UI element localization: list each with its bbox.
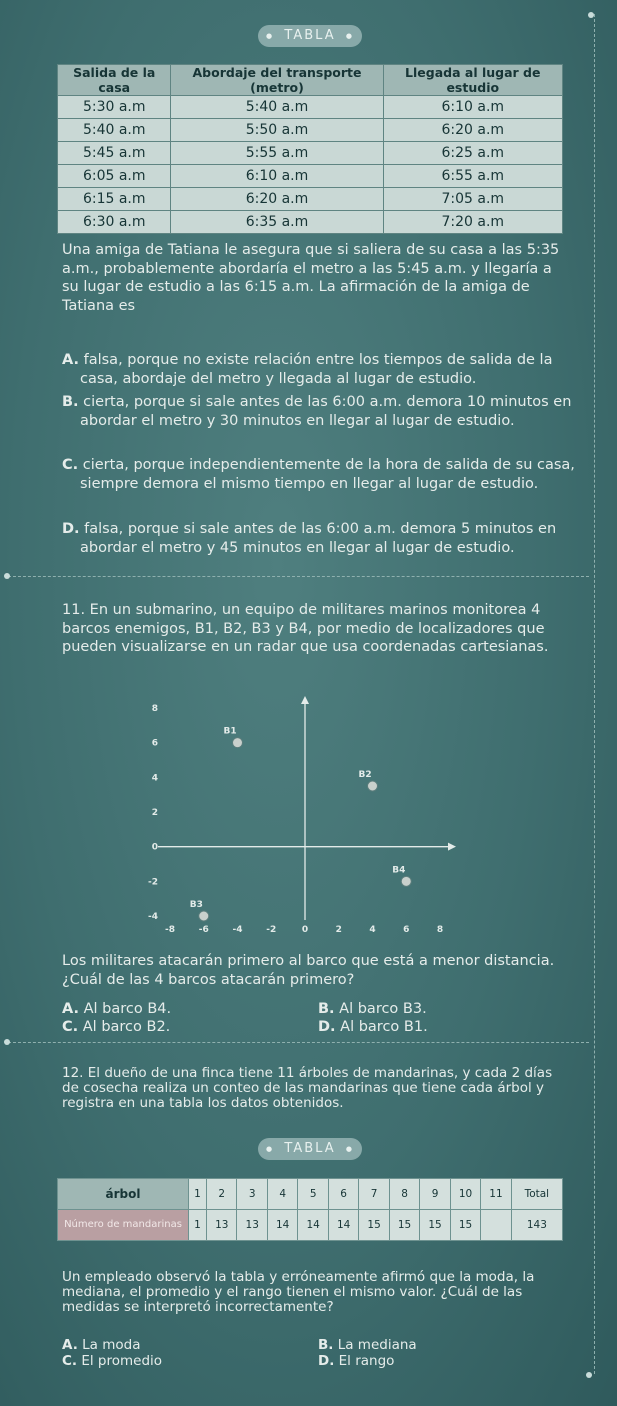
option-text: La moda (82, 1337, 141, 1353)
table-cell: 6:25 a.m (383, 142, 562, 165)
table-cell: 9 (420, 1179, 450, 1210)
table-cell: 5:55 a.m (171, 142, 383, 165)
option-letter: A. (62, 352, 79, 368)
y-axis-arrow (301, 696, 309, 704)
table-cell: 14 (267, 1210, 297, 1241)
table-cell: 7 (359, 1179, 389, 1210)
table-cell: 7:20 a.m (383, 211, 562, 234)
row-label: Número de mandarinas (58, 1210, 189, 1241)
table-row (58, 142, 563, 165)
table-row (58, 211, 563, 234)
x-tick-label: -4 (232, 925, 243, 935)
x-tick-label: -6 (198, 925, 209, 935)
q12-question: Un empleado observó la tabla y erróneamente afirmó que la moda, la mediana, el promedio y el rango tienen el mismo valor. ¿Cuál de las medidas se interpretó incorrectamente? (62, 1269, 535, 1315)
table-cell: 2 (207, 1179, 237, 1210)
table-cell: 14 (298, 1210, 328, 1241)
table-cell: 6:20 a.m (383, 119, 562, 142)
table-cell: 5:50 a.m (171, 119, 383, 142)
table-cell: 6:30 a.m (58, 211, 171, 234)
table-cell: 14 (328, 1210, 358, 1241)
q11-option-d[interactable] (318, 1018, 428, 1037)
q10-option-a[interactable] (62, 351, 583, 388)
x-tick-label: 8 (436, 925, 444, 935)
chart-axes (158, 696, 456, 920)
tabla-tag: ● TABLA ● (258, 25, 362, 47)
table-cell (481, 1210, 511, 1241)
x-tick-label: 2 (335, 925, 342, 935)
table-cell: 8 (389, 1179, 419, 1210)
table-cell: 10 (450, 1179, 480, 1210)
x-tick-labels (165, 925, 443, 935)
table-row (58, 1179, 563, 1210)
option-letter: A. (62, 1337, 78, 1353)
section-divider (8, 1042, 589, 1043)
table-cell: 6:10 a.m (171, 165, 383, 188)
table-cell: 11 (481, 1179, 511, 1210)
option-text: falsa, porque no existe relación entre los tiempos de salida de la casa, abordaje del metro y llegada al lugar de estudio. (80, 352, 553, 387)
y-tick-label: 6 (151, 738, 158, 749)
option-letter: B. (318, 1001, 335, 1017)
table-cell: 6:35 a.m (171, 211, 383, 234)
table-cell: 15 (389, 1210, 419, 1241)
table-cell: 6:05 a.m (58, 165, 171, 188)
q12-stem: 12. El dueño de una finca tiene 11 árboles de mandarinas, y cada 2 días de cosecha realiza un conteo de las mandarinas que tiene cada árbol y registra en una tabla los datos obtenidos. (62, 1065, 553, 1111)
x-axis-arrow (448, 843, 456, 851)
table-cell: 15 (359, 1210, 389, 1241)
table-cell: 6:15 a.m (58, 188, 171, 211)
ship-point-b4 (401, 876, 411, 886)
q11-stem: 11. En un submarino, un equipo de militares marinos monitorea 4 barcos enemigos, B1, B2, B3 y B4, por medio de localizadores que pueden visualizarse en un radar que usa coordenadas cartesianas. (62, 602, 549, 655)
q11-option-c[interactable] (62, 1018, 170, 1037)
option-letter: B. (318, 1337, 334, 1353)
table-cell: 13 (237, 1210, 267, 1241)
section-divider (8, 576, 589, 577)
table-cell: 4 (267, 1179, 297, 1210)
table-row (58, 165, 563, 188)
table-cell: 3 (237, 1179, 267, 1210)
table-header: Llegada al lugar de estudio (383, 65, 562, 96)
x-tick-label: 0 (301, 925, 309, 935)
divider-dot (4, 573, 10, 579)
q11-option-a[interactable] (62, 1000, 171, 1019)
table-cell: 6:10 a.m (383, 96, 562, 119)
x-tick-label: -8 (165, 925, 175, 935)
q10-option-b[interactable] (62, 393, 583, 430)
table-cell: 1 (189, 1179, 207, 1210)
table-row (58, 119, 563, 142)
ship-point-b1 (233, 738, 243, 748)
mandarin-table (57, 1178, 563, 1241)
table-cell: 15 (450, 1210, 480, 1241)
option-text: La mediana (337, 1337, 417, 1353)
table-cell: 5:30 a.m (58, 96, 171, 119)
table-cell: 5:40 a.m (58, 119, 171, 142)
option-text: Al barco B4. (83, 1001, 172, 1017)
rail-dot-top (588, 12, 594, 18)
y-tick-label: 4 (151, 773, 158, 784)
tabla-tag: ● TABLA ● (258, 1138, 362, 1160)
q12-option-b[interactable] (318, 1338, 417, 1353)
table-cell: 5 (298, 1179, 328, 1210)
ship-label-b4: B4 (392, 865, 406, 876)
ship-label-b1: B1 (223, 726, 237, 737)
y-tick-label: -4 (148, 912, 158, 922)
x-tick-label: -2 (266, 925, 277, 935)
table-cell: Total (511, 1179, 562, 1210)
ship-label-b3: B3 (189, 900, 203, 910)
option-text: Al barco B1. (340, 1019, 428, 1035)
right-rail (594, 14, 595, 1374)
q12-option-c[interactable] (62, 1354, 162, 1369)
x-tick-label: 4 (369, 925, 376, 935)
q10-option-d[interactable] (62, 520, 583, 557)
option-text: El rango (338, 1353, 395, 1369)
option-text: Al barco B2. (82, 1019, 171, 1035)
option-text: cierta, porque si sale antes de las 6:00 a.m. demora 10 minutos en abordar el metro y 30 minutos en llegar al lugar de estudio. (80, 394, 572, 429)
table-row (58, 1210, 563, 1241)
table-cell: 7:05 a.m (383, 188, 562, 211)
table-cell: 6:55 a.m (383, 165, 562, 188)
table-header: Abordaje del transporte (metro) (171, 65, 383, 96)
y-tick-label: -2 (148, 877, 158, 888)
table-cell: 5:40 a.m (171, 96, 383, 119)
option-letter: A. (62, 1001, 79, 1017)
table-cell: 143 (511, 1210, 562, 1241)
table-cell: 13 (207, 1210, 237, 1241)
ship-point-b2 (368, 781, 378, 791)
divider-dot (4, 1039, 10, 1045)
q10-option-c[interactable] (62, 456, 583, 493)
option-text: cierta, porque independientemente de la hora de salida de su casa, siempre demora el mismo tiempo en llegar al lugar de estudio. (80, 457, 575, 492)
table-cell: 6 (328, 1179, 358, 1210)
q10-stem: Una amiga de Tatiana le asegura que si saliera de su casa a las 5:35 a.m., probablemente abordaría el metro a las 5:45 a.m. y llegaría a su lugar de estudio a las 6:15 a.m. La afirmación de la amiga de Tatiana es (62, 242, 560, 314)
table-cell: 6:20 a.m (171, 188, 383, 211)
option-letter: C. (62, 1019, 79, 1035)
option-letter: C. (62, 457, 79, 473)
table-cell: 15 (420, 1210, 450, 1241)
option-letter: B. (62, 394, 79, 410)
chart-points (190, 727, 412, 921)
schedule-table (57, 64, 563, 234)
option-letter: C. (62, 1353, 78, 1369)
y-tick-labels (148, 704, 158, 922)
q11-option-b[interactable] (318, 1000, 427, 1019)
radar-chart (140, 696, 470, 946)
ship-point-b3 (199, 911, 209, 921)
y-tick-label: 0 (151, 842, 158, 853)
table-row (58, 96, 563, 119)
ship-label-b2: B2 (358, 770, 372, 780)
q11-question: Los militares atacarán primero al barco que está a menor distancia. ¿Cuál de las 4 barcos atacarán primero? (62, 953, 555, 988)
option-text: Al barco B3. (339, 1001, 427, 1017)
y-tick-label: 2 (151, 808, 158, 818)
table-row (58, 188, 563, 211)
row-label: árbol (58, 1179, 189, 1210)
option-letter: D. (62, 521, 80, 537)
option-text: falsa, porque si sale antes de las 6:00 a.m. demora 5 minutos en abordar el metro y 45 minutos en llegar al lugar de estudio. (80, 521, 557, 556)
option-letter: D. (318, 1019, 336, 1035)
rail-dot-bottom (586, 1372, 592, 1378)
table-header: Salida de la casa (58, 65, 171, 96)
table-cell: 1 (189, 1210, 207, 1241)
q12-option-a[interactable] (62, 1338, 140, 1353)
table-cell: 5:45 a.m (58, 142, 171, 165)
option-text: El promedio (81, 1353, 163, 1369)
q12-option-d[interactable] (318, 1354, 394, 1369)
x-tick-label: 6 (403, 925, 410, 935)
option-letter: D. (318, 1353, 335, 1369)
y-tick-label: 8 (151, 704, 158, 714)
